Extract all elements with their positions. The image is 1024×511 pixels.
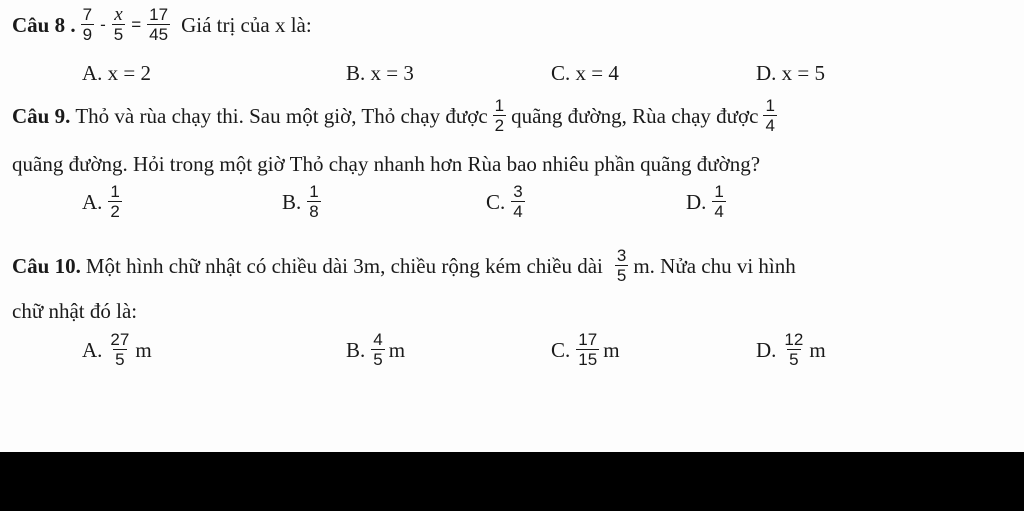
option-letter: B. [346,337,366,362]
option-fraction [782,330,805,369]
q10-option-d [756,330,826,369]
option-num: 12 [784,330,804,349]
q9-option-c [486,182,529,221]
option-fraction [108,182,121,221]
q8-fraction-3 [147,5,170,44]
option-letter: C. [551,337,571,362]
option-den: 15 [578,350,598,369]
option-den: 4 [513,202,523,221]
q8-fraction-2-num: x [114,4,123,25]
option-num: 1 [309,182,319,201]
q8-fraction-2 [112,5,125,44]
option-letter: A. [82,189,103,214]
question-8-label: Câu 8 . [12,12,76,37]
q9-fraction-2-num: 1 [765,96,775,115]
q8-fraction-1 [81,5,94,44]
q9-fraction-2 [763,96,776,135]
option-letter: A. [82,337,103,362]
option-fraction [576,330,599,369]
q8-fraction-3-den: 45 [149,25,169,44]
option-den: 5 [373,350,383,369]
q8-prompt: Giá trị của x là: [181,12,312,37]
option-num: 4 [373,330,383,349]
q9-fraction-1 [493,96,506,135]
option-unit: m [603,337,620,362]
q9-fraction-2-den: 4 [765,116,775,135]
q9-fraction-1-den: 2 [494,116,505,135]
option-letter: D. [756,61,777,85]
option-num: 3 [513,182,523,201]
q10-fraction-1-num: 3 [616,246,627,265]
option-fraction [108,330,131,369]
q10-option-c [551,330,620,369]
option-den: 2 [110,202,120,221]
q10-fraction-1-den: 5 [616,266,627,285]
q8-minus: - [100,14,106,34]
q10-text-part-1: Một hình chữ nhật có chiều dài 3m, chiều rộng kém chiều dài [85,253,603,278]
option-den: 5 [115,350,125,369]
option-fraction [511,182,524,221]
option-letter: D. [686,189,707,214]
option-den: 8 [309,202,319,221]
option-letter: D. [756,337,777,362]
question-8 [12,5,312,44]
option-unit: m [135,337,152,362]
option-fraction [307,182,320,221]
option-den: 4 [714,202,724,221]
q10-fraction-1 [615,246,628,285]
q8-fraction-2-den: 5 [113,25,124,44]
q9-text-part-1: Thỏ và rùa chạy thi. Sau một giờ, Thỏ chạy được [75,103,488,128]
option-text: x = 2 [107,61,152,85]
q10-option-a [82,330,152,369]
q10-text-part-2: m. Nửa chu vi hình [633,253,796,278]
option-num: 17 [578,330,598,349]
option-text: x = 4 [575,61,619,85]
question-9 [12,96,782,135]
q9-option-d [686,182,730,221]
question-10 [12,246,796,285]
q10-line-2: chữ nhật đó là: [12,299,138,323]
option-letter: B. [282,189,302,214]
bottom-black-bar [0,452,1024,511]
q9-option-b [282,182,325,221]
q10-option-b [346,330,405,369]
option-letter: C. [551,61,571,85]
q8-fraction-1-den: 9 [82,25,93,44]
option-num: 1 [110,182,120,201]
q8-option-b [346,60,414,86]
question-10-label: Câu 10. [12,253,81,278]
option-letter: B. [346,61,366,85]
option-unit: m [809,337,826,362]
q8-option-a [82,60,151,86]
q8-option-c [551,60,619,86]
option-letter: A. [82,61,103,85]
q8-fraction-1-num: 7 [82,5,93,24]
option-num: 27 [110,330,130,349]
question-9-label: Câu 9. [12,103,71,128]
q8-equals: = [131,14,142,34]
option-text: x = 5 [781,61,826,85]
option-num: 1 [714,182,724,201]
option-letter: C. [486,189,506,214]
option-text: x = 3 [370,61,414,85]
option-unit: m [388,337,406,362]
q9-fraction-1-num: 1 [494,96,505,115]
q9-line-2: quãng đường. Hỏi trong một giờ Thỏ chạy nhanh hơn Rùa bao nhiêu phần quãng đường? [12,152,761,176]
q8-fraction-3-num: 17 [149,5,169,24]
q9-option-a [82,182,126,221]
option-fraction [371,330,384,369]
q9-text-part-2: quãng đường, Rùa chạy được [511,103,759,128]
q8-option-d [756,60,825,86]
option-fraction [712,182,725,221]
option-den: 5 [789,350,799,369]
